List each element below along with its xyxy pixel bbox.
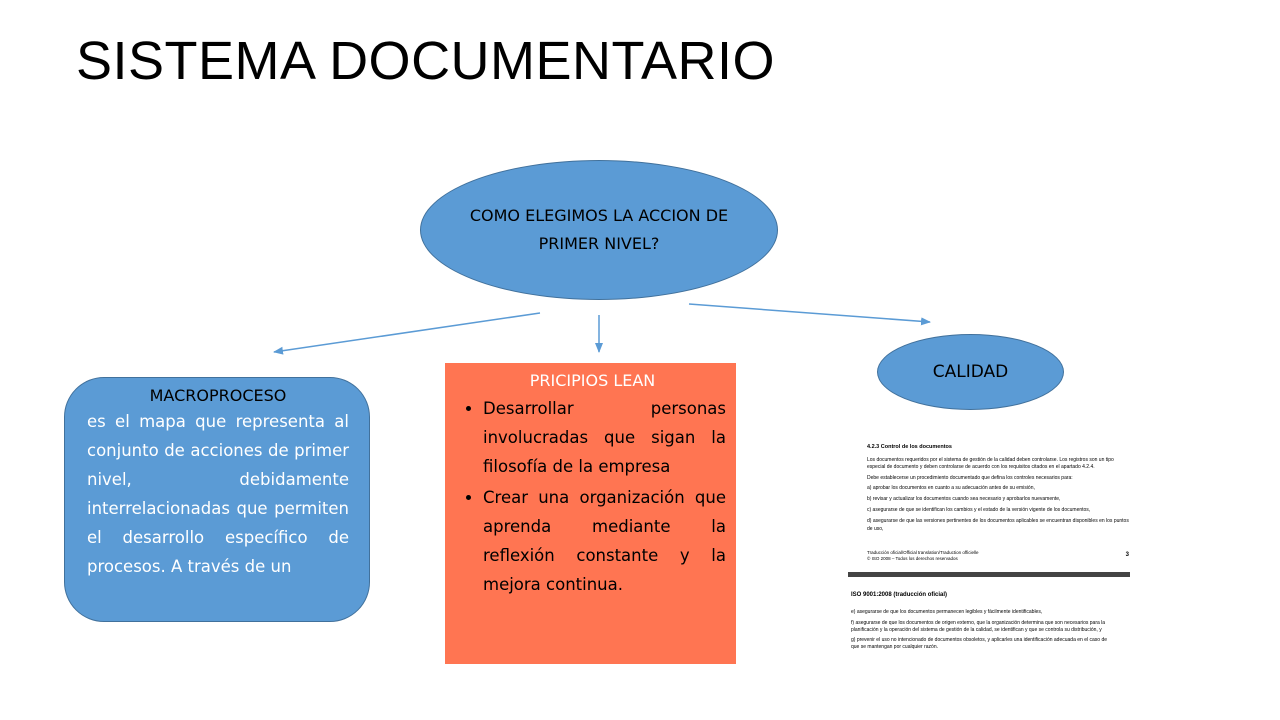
document-footer-line: © ISO 2008 – Todos los derechos reservados [867, 556, 958, 561]
document-footer [867, 550, 1129, 562]
lean-item: • Desarrollar personas involucradas que sigan la filosofía de la empresa [483, 394, 726, 481]
top-node-ellipse [420, 160, 778, 300]
document-list-item: d) asegurarse de que las versiones pertinentes de los documentos aplicables se encuentran disponibles en los puntos de uso, [867, 518, 1129, 532]
document-list-item: b) revisar y actualizar los documentos cuando sea necesario y aprobarlos nuevamente, [867, 496, 1061, 502]
document-page-bottom [851, 592, 1109, 655]
top-node-text: COMO ELEGIMOS LA ACCION DE PRIMER NIVEL? [469, 206, 729, 253]
lean-principles-box [445, 363, 736, 664]
document-list-item: f) asegurarse de que los documentos de origen externo, que la organización determina que son necesarios para la planificación y la operación del sistema de gestión de la calidad, se identifican y que se controla su distribución, y [851, 619, 1106, 633]
document-page-number: 3 [1125, 552, 1129, 558]
document-section-title: ISO 9001:2008 (traducción oficial) [851, 592, 948, 598]
document-list-item: a) aprobar los documentos en cuanto a su adecuación antes de su emisión, [867, 485, 1035, 491]
macroproceso-heading: MACROPROCESO [149, 386, 287, 405]
page-separator [848, 572, 1130, 577]
document-list-item: e) asegurarse de que los documentos permanecen legibles y fácilmente identificables, [851, 609, 1043, 615]
lean-item: • Crear una organización que aprenda mediante la reflexión constante y la mejora continua. [483, 483, 726, 599]
document-page-top [867, 444, 1129, 537]
arrow-to-macroproceso [274, 313, 540, 352]
document-section-title: 4.2.3 Control de los documentos [867, 444, 952, 450]
document-paragraph: Debe establecerse un procedimiento documentado que defina los controles necesarios para: [867, 474, 1073, 481]
iso-document-excerpt [848, 432, 1130, 674]
document-paragraph: Los documentos requeridos por el sistema de gestión de la calidad deben controlarse. Los registros son un tipo especial de documento y deben controlarse de acuerdo con los requisitos citados en el apartado 4.2.4. [867, 456, 1114, 470]
calidad-text: CALIDAD [932, 362, 1009, 382]
document-list-item: g) prevenir el uso no intencionado de documentos obsoletos, y aplicarles una identificación adecuada en el caso de que se mantengan por cualquier razón. [851, 637, 1108, 650]
calidad-ellipse [877, 334, 1064, 410]
macroproceso-body: es el mapa que representa al conjunto de acciones de primer nivel, debidamente interrelacionadas que permiten el desarrollo específico de procesos. A través de un [87, 412, 349, 576]
lean-heading: PRICIPIOS LEAN [529, 371, 656, 390]
slide-title: SISTEMA DOCUMENTARIO [76, 31, 776, 91]
lean-list [459, 394, 726, 599]
arrow-to-calidad [689, 304, 930, 322]
document-list-item: c) asegurarse de que se identifican los cambios y el estado de la versión vigente de los documentos, [867, 507, 1091, 513]
macroproceso-box [64, 377, 370, 622]
document-footer-line: Traducción oficial/Official translation/Traduction officielle [867, 550, 979, 555]
